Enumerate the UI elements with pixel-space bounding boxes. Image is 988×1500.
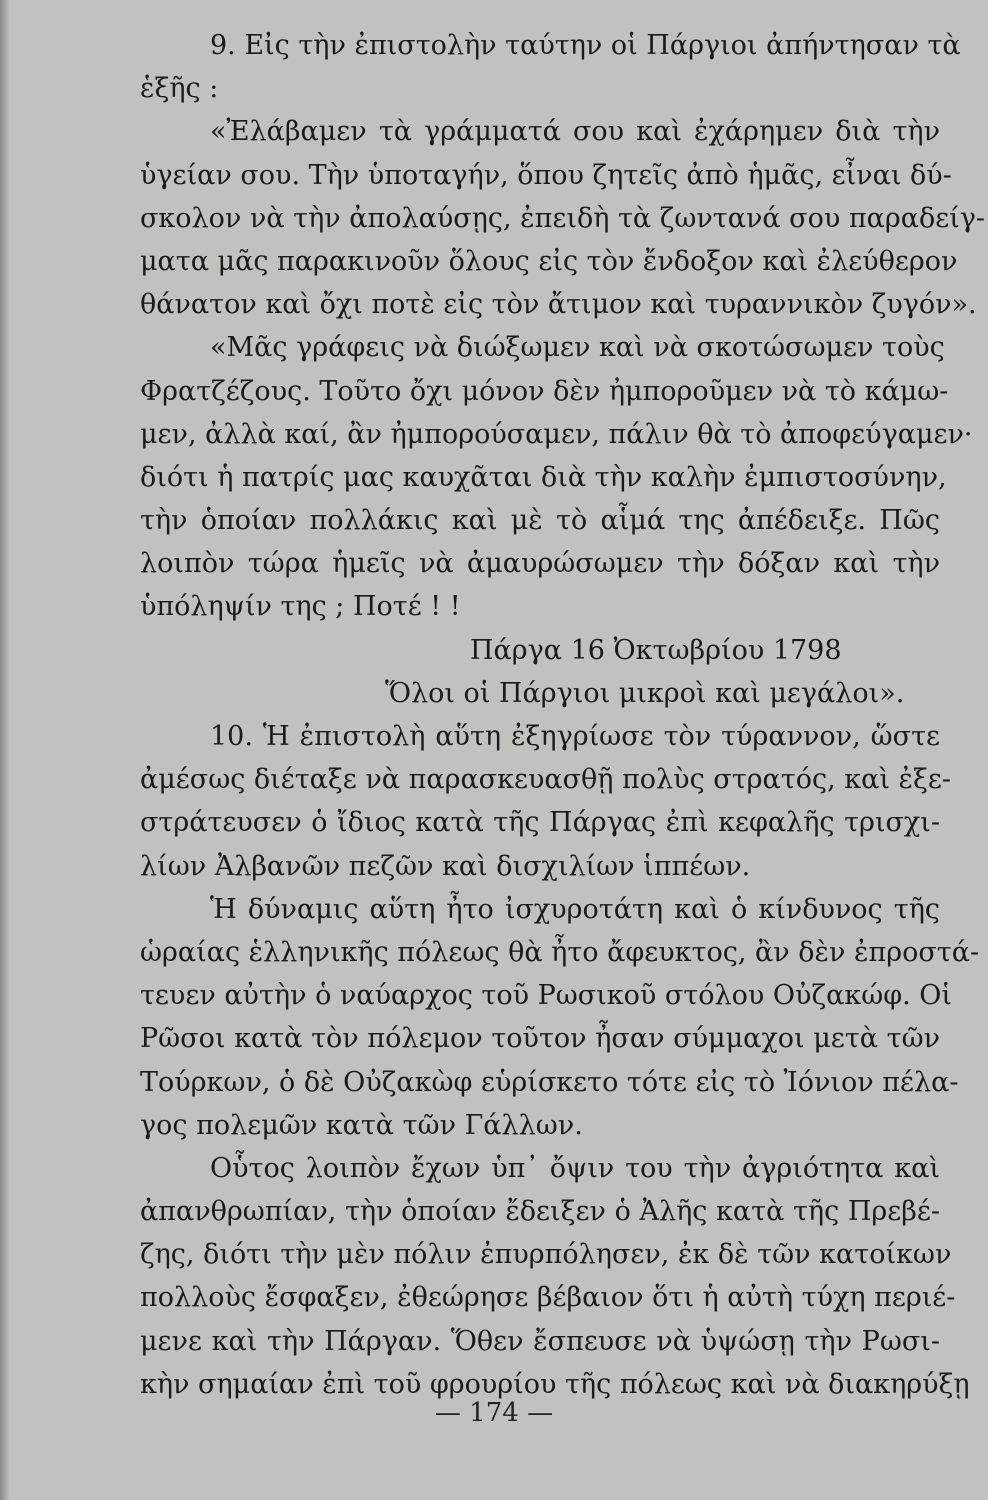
paragraph-line: ὡραίας ἑλληνικῆς πόλεως θὰ ἦτο ἄφευκτος, ἂν δὲν ἐπροστά- [140,936,980,968]
letter-line: σκολον νὰ τὴν ἀπολαύσῃς, ἐπειδὴ τὰ ζωντανά σου παραδείγ- [140,202,986,234]
paragraph-line: Οὗτος λοιπὸν ἔχων ὑπ᾿ ὄψιν του τὴν ἀγριότητα καὶ [210,1152,940,1184]
paragraph-9-line: 9. Εἰς τὴν ἐπιστολὴν ταύτην οἱ Πάργιοι ἀπήντησαν τὰ [210,30,961,61]
letter-line: «Μᾶς γράφεις νὰ διώξωμεν καὶ νὰ σκοτώσωμεν τοὺς [210,332,945,364]
paragraph-10-line: λίων Ἀλβανῶν πεζῶν καὶ δισχιλίων ἱππέων. [140,850,751,882]
paragraph-line: μενε καὶ τὴν Πάργαν. Ὅθεν ἔσπευσε νὰ ὑψώσῃ τὴν Ρωσι- [140,1325,940,1357]
letter-line: ὑγείαν σου. Τὴν ὑποταγήν, ὅπου ζητεῖς ἀπὸ ἡμᾶς, εἶναι δύ- [140,159,952,191]
paragraph-10-line: ἀμέσως διέταξε νὰ παρασκευασθῇ πολὺς στρατός, καὶ ἐξε- [140,764,951,796]
paragraph-line: γος πολεμῶν κατὰ τῶν Γάλλων. [140,1109,583,1141]
letter-line: «Ἐλάβαμεν τὰ γράμματά σου καὶ ἐχάρημεν διὰ τὴν [210,116,940,148]
letter-line: ματα μᾶς παρακινοῦν ὅλους εἰς τὸν ἔνδοξον καὶ ἐλεύθερον [140,245,958,277]
letter-line: θάνατον καὶ ὄχι ποτὲ εἰς τὸν ἄτιμον καὶ τυραννικὸν ζυγόν». [140,289,977,321]
letter-line: λοιπὸν τώρα ἡμεῖς νὰ ἀμαυρώσωμεν τὴν δόξαν καὶ τὴν [140,548,940,580]
paragraph-line: κὴν σημαίαν ἐπὶ τοῦ φρουρίου τῆς πόλεως καὶ νὰ διακηρύξῃ [140,1368,970,1400]
paragraph-line: πολλοὺς ἔσφαξεν, ἐθεώρησε βέβαιον ὅτι ἡ αὐτὴ τύχη περιέ- [140,1282,956,1314]
letter-date-place: Πάργα 16 Ὀκτωβρίου 1798 [470,634,842,666]
paragraph-line: Τούρκων, ὁ δὲ Οὐζακὼφ εὑρίσκετο τότε εἰς τὸ Ἰόνιον πέλα- [140,1066,959,1098]
paragraph-line: ἀπανθρωπίαν, τὴν ὁποίαν ἔδειξεν ὁ Ἀλῆς κατὰ τῆς Πρεβέ- [140,1196,940,1228]
body-text [140,24,986,1406]
paragraph-10-line: 10. Ἡ ἐπιστολὴ αὕτη ἐξηγρίωσε τὸν τύραννον, ὥστε [210,721,940,752]
letter-line: ὑπόληψίν της ; Ποτέ ! ! [140,591,461,623]
paragraph-line: Ρῶσοι κατὰ τὸν πόλεμον τοῦτον ἦσαν σύμμαχοι μετὰ τῶν [140,1023,940,1055]
page-binding-shadow [0,0,10,1500]
paragraph-9-line: ἑξῆς : [140,73,219,105]
letter-line: μεν, ἀλλὰ καί, ἂν ἠμπορούσαμεν, πάλιν θὰ τὸ ἀποφεύγαμεν· [140,418,973,450]
letter-line: διότι ἡ πατρίς μας καυχᾶται διὰ τὴν καλὴν ἐμπιστοσύνην, [140,461,947,493]
paragraph-10-line: στράτευσεν ὁ ἴδιος κατὰ τῆς Πάργας ἐπὶ κεφαλῆς τρισχι- [140,807,940,839]
paragraph-line: ζης, διότι τὴν μὲν πόλιν ἐπυρπόλησεν, ἐκ δὲ τῶν κατοίκων [140,1239,952,1271]
paragraph-line: τευεν αὐτὴν ὁ ναύαρχος τοῦ Ρωσικοῦ στόλου Οὐζακώφ. Οἱ [140,980,953,1012]
letter-line: τὴν ὁποίαν πολλάκις καὶ μὲ τὸ αἷμά της ἀπέδειξε. Πῶς [140,505,940,537]
letter-signature: Ὅλοι οἱ Πάργιοι μικροὶ καὶ μεγάλοι». [385,677,905,709]
paragraph-line: Ἡ δύναμις αὕτη ἦτο ἰσχυροτάτη καὶ ὁ κίνδυνος τῆς [210,893,940,925]
page-number: — 174 — [434,1398,554,1428]
letter-line: Φρατζέζους. Τοῦτο ὄχι μόνον δὲν ἠμποροῦμεν νὰ τὸ κάμω- [140,375,949,407]
